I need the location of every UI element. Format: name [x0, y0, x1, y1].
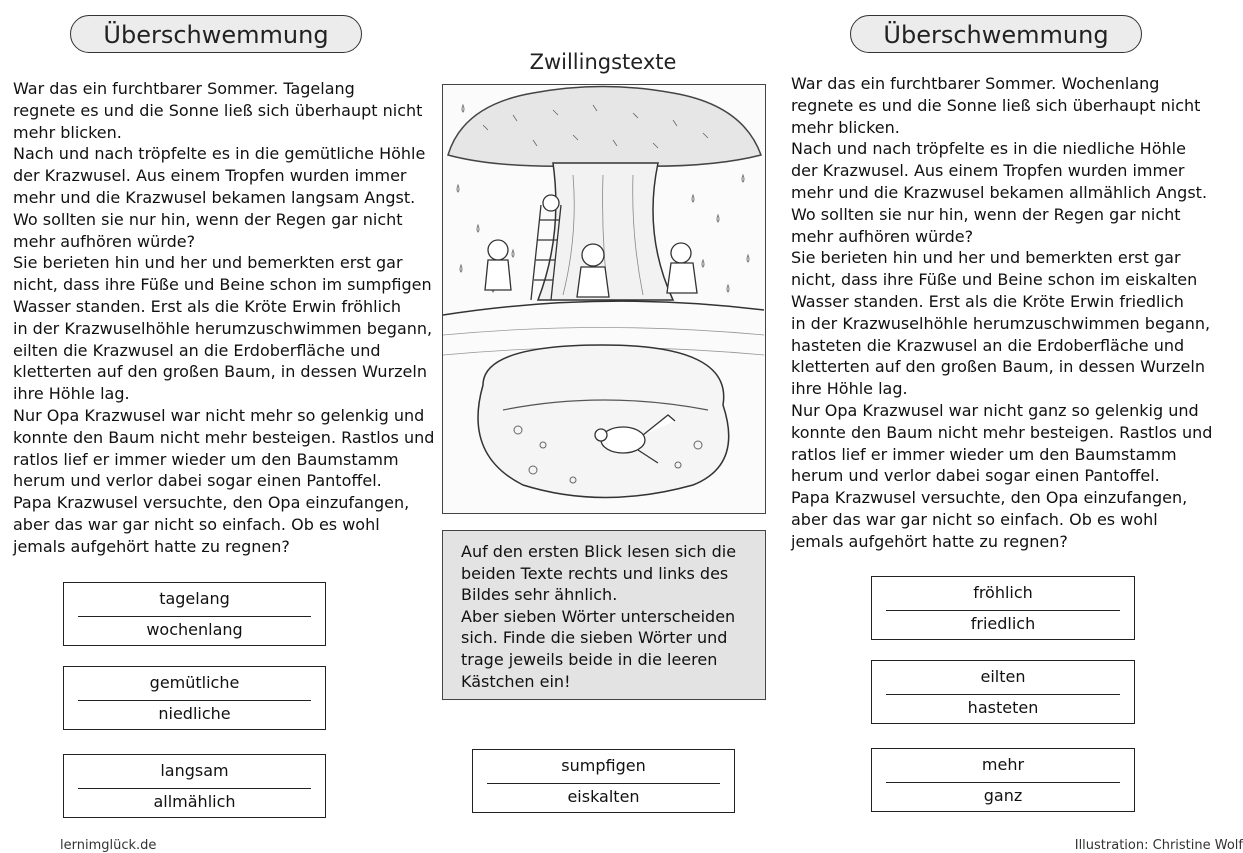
answer-box[interactable] — [63, 754, 326, 818]
answer-word-left: tagelang — [159, 589, 230, 608]
left-paragraph: Sie berieten hin und her und bemerkten erst gar nicht, dass ihre Füße und Beine schon im sumpfigen Wasser standen. Erst als die Kröte Erwin fröhlich in der Krazwuselhöhle herumzuschwimmen begann, eilten die Krazwusel an die Erdoberfläche und kletterten auf den großen Baum, in dessen Wurzeln ihre Höhle lag. — [13, 253, 433, 404]
answer-box[interactable] — [472, 749, 735, 813]
answer-box[interactable] — [871, 660, 1135, 724]
answer-box[interactable] — [63, 666, 326, 730]
answer-word-right: friedlich — [970, 614, 1036, 633]
answer-word-left: langsam — [160, 761, 229, 780]
tree-flood-drawing — [443, 85, 764, 512]
left-paragraph: Nur Opa Krazwusel war nicht mehr so gelenkig und konnte den Baum nicht mehr besteigen. Rastlos und ratlos lief er immer wieder um den Baumstamm herum und verlor dabei sogar einen Pantoffel. Papa Krazwusel versuchte, den Opa einzufangen, aber das war gar nicht so einfach. Ob es wohl jemals aufgehört hatte zu regnen? — [13, 405, 435, 556]
answer-box[interactable] — [871, 576, 1135, 640]
answer-divider — [886, 694, 1120, 695]
answer-word-left: gemütliche — [149, 673, 240, 692]
task-paragraph: Auf den ersten Blick lesen sich die beiden Texte rechts und links des Bildes sehr ähnlich. — [461, 542, 737, 605]
right-paragraph: Sie berieten hin und her und bemerkten erst gar nicht, dass ihre Füße und Beine schon im eiskalten Wasser standen. Erst als die Kröte Erwin friedlich in der Krazwuselhöhle herumzuschwimmen begann, hasteten die Krazwusel an die Erdoberfläche und kletterten auf den großen Baum, in dessen Wurzeln ihre Höhle lag. — [791, 248, 1211, 399]
footer-source: lernimglück.de — [60, 838, 157, 853]
task-instructions — [442, 530, 766, 700]
right-story — [791, 73, 1221, 553]
answer-divider — [886, 610, 1120, 611]
answer-divider — [78, 616, 311, 617]
left-story — [13, 78, 438, 558]
answer-box[interactable] — [63, 582, 326, 646]
answer-word-right: wochenlang — [146, 620, 243, 639]
answer-word-left: eilten — [980, 667, 1026, 686]
answer-word-right: allmählich — [153, 792, 236, 811]
answer-word-right: eiskalten — [567, 787, 640, 806]
right-paragraph: Nach und nach tröpfelte es in die niedliche Höhle der Krazwusel. Aus einem Tropfen wurden immer mehr und die Krazwusel bekamen allmählich Angst. Wo sollten sie nur hin, wenn der Regen gar nicht mehr aufhören würde? — [791, 139, 1208, 246]
footer-credit: Illustration: Christine Wolf — [1074, 838, 1243, 853]
answer-divider — [78, 788, 311, 789]
flood-illustration — [442, 84, 766, 514]
right-paragraph: Nur Opa Krazwusel war nicht ganz so gelenkig und konnte den Baum nicht mehr besteigen. Rastlos und ratlos lief er immer wieder um den Baumstamm herum und verlor dabei sogar einen Pantoffel. Papa Krazwusel versuchte, den Opa einzufangen, aber das war gar nicht so einfach. Ob es wohl jemals aufgehört hatte zu regnen? — [791, 400, 1213, 551]
right-title: Überschwemmung — [850, 15, 1142, 53]
answer-divider — [78, 700, 311, 701]
right-paragraph: War das ein furchtbarer Sommer. Wochenlang regnete es und die Sonne ließ sich überhaupt nicht mehr blicken. — [791, 74, 1201, 137]
answer-word-right: niedliche — [158, 704, 231, 723]
answer-word-left: mehr — [981, 755, 1025, 774]
answer-divider — [487, 783, 720, 784]
left-title: Überschwemmung — [70, 15, 362, 53]
answer-divider — [886, 782, 1120, 783]
left-paragraph: War das ein furchtbarer Sommer. Tagelang regnete es und die Sonne ließ sich überhaupt nicht mehr blicken. — [13, 79, 423, 142]
answer-box[interactable] — [871, 748, 1135, 812]
answer-word-right: hasteten — [967, 698, 1039, 717]
answer-word-right: ganz — [983, 786, 1023, 805]
page-subtitle: Zwillingstexte — [529, 50, 677, 74]
task-paragraph: Aber sieben Wörter unterscheiden sich. Finde die sieben Wörter und trage jeweils beide in die leeren Kästchen ein! — [461, 606, 736, 691]
answer-word-left: fröhlich — [973, 583, 1033, 602]
left-paragraph: Nach und nach tröpfelte es in die gemütliche Höhle der Krazwusel. Aus einem Tropfen wurden immer mehr und die Krazwusel bekamen langsam Angst. Wo sollten sie nur hin, wenn der Regen gar nicht mehr aufhören würde? — [13, 144, 426, 251]
answer-word-left: sumpfigen — [561, 756, 646, 775]
